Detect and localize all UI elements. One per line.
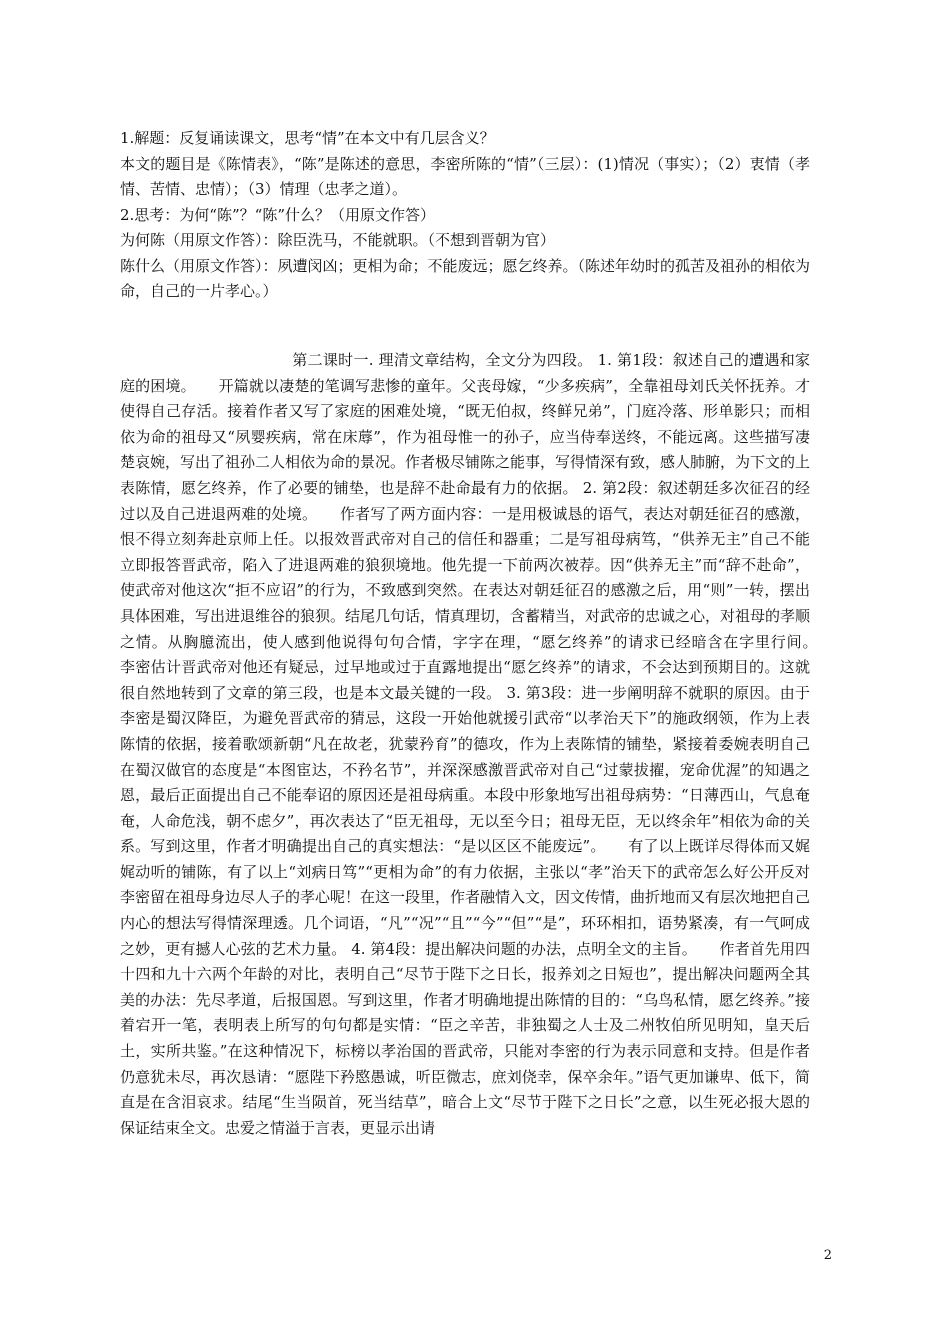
page-number: 2 xyxy=(823,1248,832,1263)
title-explanation-line: 本文的题目是《陈情表》，“陈”是陈述的意思，李密所陈的“情”（三层）：(1)情况（事实）；（2）衷情（孝情、苦情、忠情）；（3）情理（忠孝之道）。 xyxy=(120,154,810,198)
what-chen-answer-line: 陈什么（用原文作答）：夙遭闵凶；更相为命；不能废远；愿乞终养。（陈述年幼时的孤苦及祖孙的相依为命，自己的一片孝心。） xyxy=(120,256,811,300)
structure-analysis-section xyxy=(120,348,841,1141)
structure-paragraph xyxy=(120,348,841,1141)
question-1-line: 1.解题：反复诵读课文，思考“情”在本文中有几层含义？ xyxy=(120,129,495,147)
why-chen-answer-line: 为何陈（用原文作答）：除臣洗马，不能就职。（不想到晋朝为官） xyxy=(120,231,556,249)
question-2-line: 2.思考：为何“陈”？“陈”什么？（用原文作答） xyxy=(120,205,435,224)
structure-paragraph-text: 第二课时一. 理清文章结构，全文分为四段。 1. 第1段：叙述自己的遭遇和家庭的困境。 开篇就以凄楚的笔调写悲惨的童年。父丧母嫁，“少多疾病”，全靠祖母刘氏关怀抚养。才使得自己存活。接着作者又写了家庭的困难处境，“既无伯叔，终鲜兄弟”，门庭冷落、形单影只；而相依为命的祖母又“夙婴疾病，常在床蓐”，作为祖母惟一的孙子，应当侍奉送终，不能远离。这些描写凄楚哀婉，写出了祖孙二人相依为命的景况。作者极尽铺陈之能事，写得情深有致，感人肺腑，为下文的上表陈情，愿乞终养，作了必要的铺垫，也是辞不赴命最有力的依据。 2. 第2段：叙述朝廷多次征召的经过以及自己进退两难的处境。 作者写了两方面内容：一是用极诚恳的语气，表达对朝廷征召的感激，恨不得立刻奔赴京师上任。以报效晋武帝对自己的信任和器重；二是写祖母病笃，“供养无主”自己不能立即报答晋武帝，陷入了进退两难的狼狈境地。他先提一下前两次被荐。因“供养无主”而“辞不赴命”，使武帝对他这次“拒不应诏”的行为，不致感到突然。在表达对朝廷征召的感激之后，用“则”一转，摆出具体困难，写出进退维谷的狼狈。结尾几句话，情真理切，含蓄精当，对武帝的忠诚之心，对祖母的孝顺之情。从胸臆流出，使人感到他说得句句合情，字字在理，“愿乞终养”的请求已经暗含在字里行间。 李密估计晋武帝对他还有疑忌，过早地或过于直露地提出“愿乞终养”的请求，不会达到预期目的。这就很自然地转到了文章的第三段，也是本文最关键的一段。 3. 第3段：进一步阐明辞不就职的原因。由于李密是蜀汉降臣，为避免晋武帝的猜忌，这段一开始他就援引武帝“以孝治天下”的施政纲领，作为上表陈情的依据，接着歌颂新朝“凡在故老，犹蒙矜育”的德攻，作为上表陈情的铺垫，紧接着委婉表明自己在蜀汉做官的态度是“本图宦达，不矜名节”，并深深感激晋武帝对自己“过蒙拔擢，宠命优渥”的知遇之恩，最后正面提出自己不能奉诏的原因还是祖母病重。本段中形象地写出祖母病势：“日薄西山，气息奄奄，人命危浅，朝不虑夕”，再次表达了“臣无祖母，无以至今日；祖母无臣，无以终余年”相依为命的关系。写到这里，作者才明确提出自己的真实想法：“是以区区不能废远”。 有了以上既详尽得体而又娓娓动听的铺陈，有了以上“刘病日笃”“更相为命”的有力依据，主张以“孝”治天下的武帝怎么好公开反对李密留在祖母身边尽人子的孝心呢！在这一段里，作者融情入文，因文传情，曲折地而又有层次地把自己内心的想法写得情深理透。几个词语，“凡”“况”“且”“今”“但”“是”，环环相扣，语势紧凑，有一气呵成之妙，更有撼人心弦的艺术力量。 4. 第4段：提出解决问题的办法，点明全文的主旨。 作者首先用四十四和九十六两个年龄的对比，表明自己“尽节于陛下之日长，报养刘之日短也”，提出解决问题两全其美的办法：先尽孝道，后报国恩。写到这里，作者才明确地提出陈情的目的：“乌鸟私情，愿乞终养。”接着宕开一笔，表明表上所写的句句都是实情：“臣之辛苦，非独蜀之人士及二州牧伯所见明知，皇天后土，实所共鉴。”在这种情况下，标榜以孝治国的晋武帝，只能对李密的行为表示同意和支持。但是作者仍意犹未尽，再次恳请：“愿陛下矜愍愚诚，听臣微志，庶刘侥幸，保卒余年。”语气更加谦卑、低下，简直是在含泪哀求。结尾“生当陨首，死当结草”，暗合上文“尽节于陛下之日长”之意，以生死必报大恩的保证结束全文。忠爱之情溢于言表，更显示出请 xyxy=(120,351,841,1137)
intro-section xyxy=(120,126,810,305)
